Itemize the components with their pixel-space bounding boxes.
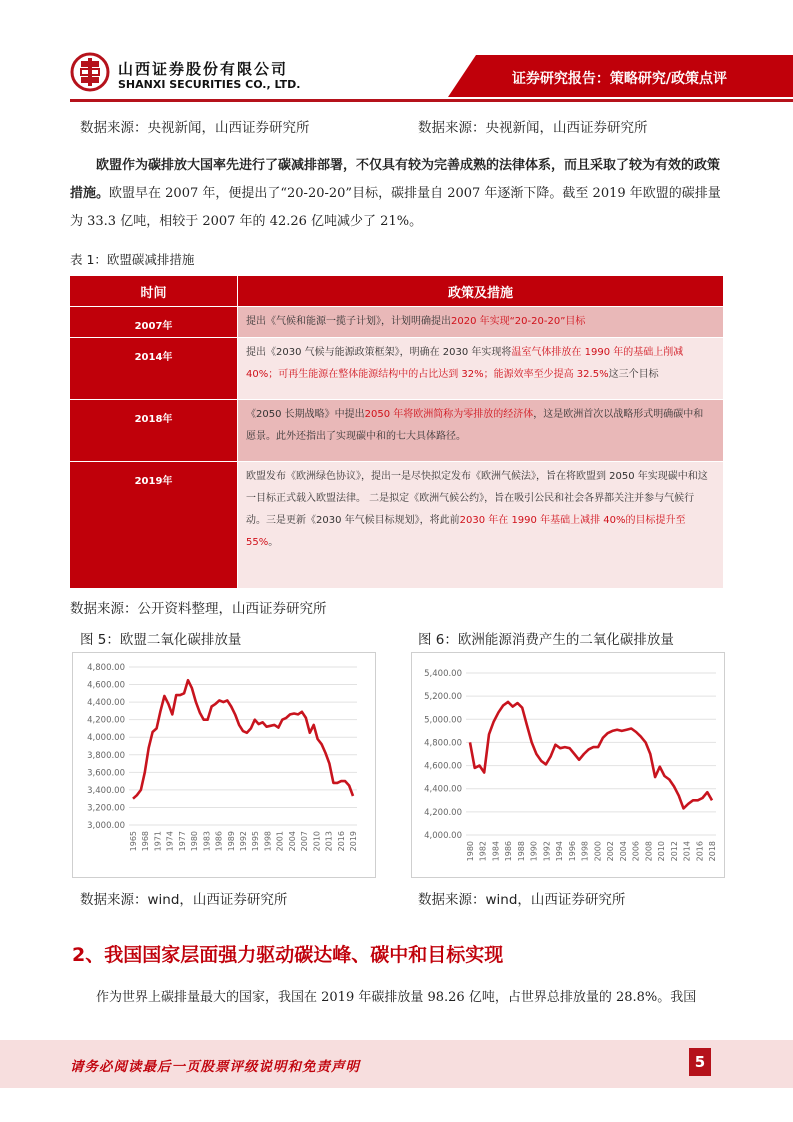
x-tick-label: 2012: [669, 841, 679, 862]
y-tick-label: 4,200.00: [87, 715, 125, 726]
x-tick-label: 2016: [336, 831, 346, 852]
x-tick-label: 1984: [491, 841, 501, 862]
intro-rest: 欧盟早在 2007 年，便提出了“20-20-20”目标，碳排量自 2007 年逐渐下降。截至 2019 年欧盟的碳排量为 33.3 亿吨，相较于 2007 年的 42.26 亿吨减少了 21%。: [70, 186, 721, 229]
x-tick-label: 2008: [644, 841, 654, 862]
header-year: 时间: [70, 276, 238, 306]
x-tick-label: 1982: [478, 841, 488, 862]
table-source: 数据来源：公开资料整理，山西证券研究所: [70, 601, 327, 617]
fig6-svg: [412, 653, 724, 877]
table-row: [70, 306, 723, 337]
x-tick-label: 1996: [567, 841, 577, 862]
footer-disclaimer: 请务必阅读最后一页股票评级说明和免责声明: [70, 1059, 360, 1075]
policy-text: 欧盟发布《欧洲绿色协议》，提出一是尽快拟定发布《欧洲气候法》，旨在将欧盟到 2050 年实现碳中和这一目标正式载入欧盟法律。 二是拟定《欧洲气候公约》，旨在吸引公民和社会各界都关注并参与气候行动。三是更新《2030 年气候目标规划》，将此前: [246, 471, 708, 526]
row-year: 2018年: [70, 400, 238, 461]
x-tick-label: 2007: [300, 831, 310, 852]
x-tick-label: 2010: [312, 831, 322, 852]
source-top-right: 数据来源：央视新闻，山西证券研究所: [418, 120, 648, 136]
policy-text: 提出《2030 气候与能源政策框架》，明确在 2030 年实现将: [246, 347, 512, 358]
x-tick-label: 1983: [202, 831, 212, 852]
company-name-cn: 山西证券股份有限公司: [118, 60, 289, 78]
x-tick-label: 1998: [263, 831, 273, 852]
x-tick-label: 2004: [287, 831, 297, 852]
x-tick-label: 2010: [657, 841, 667, 862]
fig5-caption: 图 5：欧盟二氧化碳排放量: [80, 632, 242, 648]
section-paragraph: 作为世界上碳排量最大的国家，我国在 2019 年碳排放量 98.26 亿吨，占世界总排放量的 28.8%。我国: [96, 990, 697, 1005]
y-tick-label: 4,200.00: [424, 807, 462, 818]
intro-bold: 欧盟作为碳排放大国率先进行了碳减排部署，不仅具有较为完善成熟的法律体系，而且采取了较为有效的政策措施。: [70, 158, 721, 201]
x-tick-label: 1992: [542, 841, 552, 862]
x-tick-label: 1989: [226, 831, 236, 852]
y-tick-label: 4,800.00: [424, 738, 462, 749]
y-tick-label: 4,000.00: [87, 733, 125, 744]
y-tick-label: 5,000.00: [424, 715, 462, 726]
x-tick-label: 2014: [682, 841, 692, 862]
table-row: [70, 399, 723, 461]
header-divider: [70, 99, 793, 102]
x-tick-label: 1980: [466, 841, 475, 862]
x-tick-label: 1980: [190, 831, 200, 852]
fig5-svg: [73, 653, 375, 877]
y-tick-label: 3,000.00: [87, 821, 125, 831]
fig6-source: 数据来源：wind，山西证券研究所: [418, 892, 626, 908]
x-tick-label: 1965: [129, 831, 138, 852]
policy-text: 提出《气候和能源一揽子计划》，计划明确提出: [246, 316, 451, 327]
x-tick-label: 2019: [349, 831, 358, 852]
x-tick-label: 1974: [165, 831, 175, 852]
x-tick-label: 2016: [695, 841, 705, 862]
x-tick-label: 1986: [214, 831, 224, 852]
x-tick-label: 1995: [251, 831, 261, 852]
fig6-caption: 图 6：欧洲能源消费产生的二氧化碳排放量: [418, 632, 674, 648]
x-tick-label: 2000: [593, 841, 603, 862]
policy-highlight: 2030 年在 1990 年基础上减排 40%的目标提升至 55%: [246, 515, 686, 548]
policy-highlight: 温室气体排放在 1990 年的基础上削减 40%；可再生能源在整体能源结构中的占比达到 32%；能源效率至少提高 32.5%: [246, 347, 684, 380]
y-tick-label: 3,600.00: [87, 768, 125, 779]
company-logo-icon: [70, 52, 110, 92]
y-tick-label: 4,400.00: [87, 698, 125, 709]
y-tick-label: 3,400.00: [87, 785, 125, 796]
policy-text: 。: [268, 537, 279, 548]
table-row: [70, 461, 723, 588]
y-tick-label: 4,400.00: [424, 784, 462, 795]
row-policy: [238, 462, 723, 588]
policy-table: [70, 276, 723, 588]
y-tick-label: 5,400.00: [424, 669, 462, 679]
row-year: 2014年: [70, 338, 238, 399]
x-tick-label: 1992: [239, 831, 248, 852]
y-tick-label: 4,000.00: [424, 831, 462, 841]
table-header: [70, 276, 723, 306]
series-line: [470, 702, 712, 809]
x-tick-label: 1986: [504, 841, 514, 862]
row-policy: [238, 400, 723, 461]
row-policy: [238, 338, 723, 399]
x-tick-label: 2002: [606, 841, 616, 862]
fig5-chart: [72, 652, 376, 878]
row-policy: [238, 307, 723, 337]
y-tick-label: 5,200.00: [424, 692, 462, 703]
x-tick-label: 2018: [708, 841, 717, 862]
row-year: 2019年: [70, 462, 238, 588]
x-tick-label: 1998: [580, 841, 590, 862]
section-title: 2、我国国家层面强力驱动碳达峰、碳中和目标实现: [72, 944, 504, 966]
report-tag: 证券研究报告：策略研究/政策点评: [511, 71, 727, 87]
policy-text: 这三个目标: [608, 369, 659, 380]
x-tick-label: 1971: [153, 831, 163, 852]
company-name-en: SHANXI SECURITIES CO., LTD.: [118, 78, 301, 91]
table-row: [70, 337, 723, 399]
page-header: [0, 0, 793, 100]
x-tick-label: 1977: [177, 831, 187, 852]
x-tick-label: 1994: [555, 841, 565, 862]
policy-text: ，这是欧洲首次以战略形式明确碳中和愿景。此外还指出了实现碳中和的七大具体路径。: [246, 409, 704, 442]
policy-text: 《2050 长期战略》中提出: [246, 409, 365, 420]
fig6-chart: [411, 652, 725, 878]
x-tick-label: 1990: [529, 841, 539, 862]
y-tick-label: 3,800.00: [87, 750, 125, 761]
y-tick-label: 4,600.00: [424, 761, 462, 772]
x-tick-label: 2006: [631, 841, 641, 862]
policy-highlight: 2020 年实现“20-20-20”目标: [451, 316, 586, 327]
header-policy: 政策及措施: [447, 285, 513, 301]
y-tick-label: 3,200.00: [87, 803, 125, 814]
table-caption: 表 1：欧盟碳减排措施: [70, 252, 195, 267]
x-tick-label: 1988: [516, 841, 526, 862]
row-year: 2007年: [70, 307, 238, 337]
x-tick-label: 2013: [324, 831, 334, 852]
y-tick-label: 4,800.00: [87, 663, 125, 673]
policy-highlight: 2050 年将欧洲简称为零排放的经济体: [364, 409, 534, 420]
x-tick-label: 2001: [275, 831, 285, 852]
series-line: [133, 680, 353, 799]
source-top-left: 数据来源：央视新闻，山西证券研究所: [80, 120, 310, 136]
y-tick-label: 4,600.00: [87, 680, 125, 691]
page-number: 5: [689, 1048, 711, 1076]
fig5-source: 数据来源：wind，山西证券研究所: [80, 892, 288, 908]
x-tick-label: 1968: [141, 831, 151, 852]
x-tick-label: 2004: [618, 841, 628, 862]
intro-paragraph: [70, 152, 723, 236]
